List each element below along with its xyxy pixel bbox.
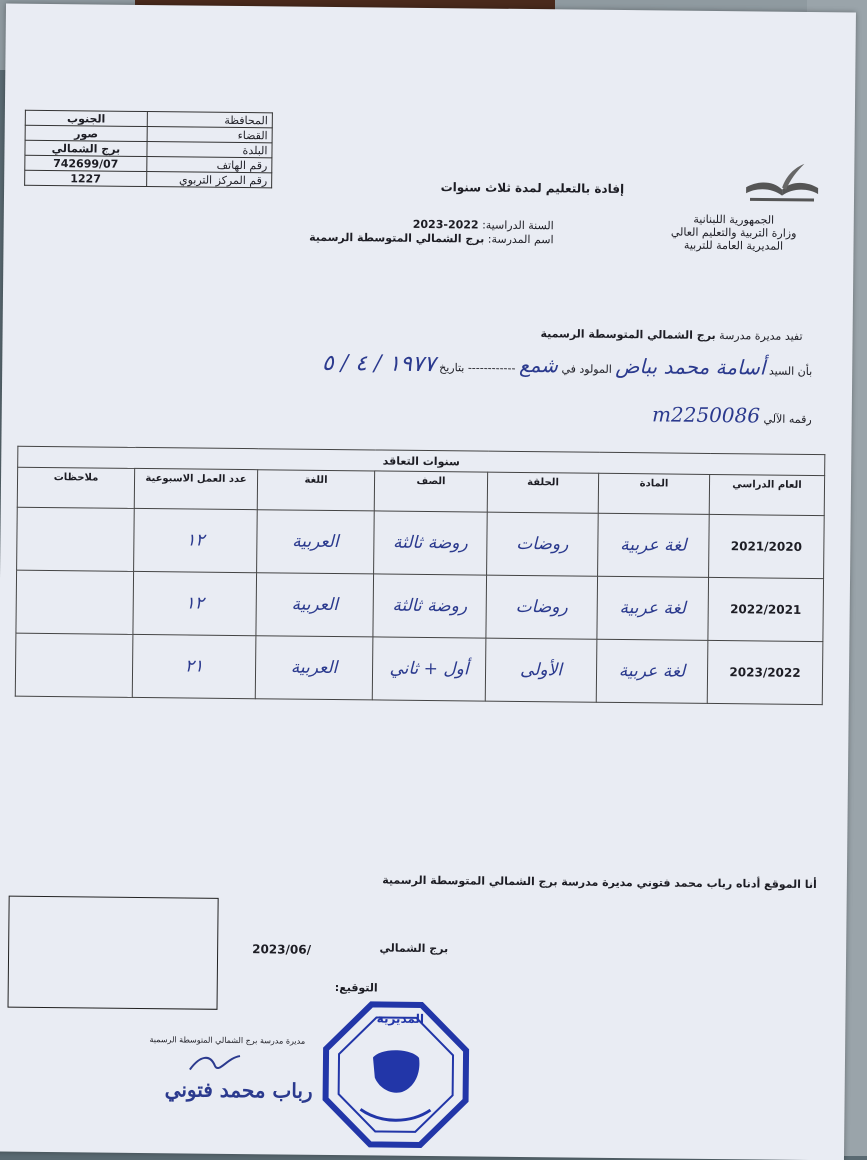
body-school: برج الشمالي المتوسطة الرسمية [540, 327, 716, 342]
signer-name: رباب محمد فتوني [636, 876, 733, 891]
info-label: رقم المركز التربوي [146, 172, 271, 188]
cell-subject: لغة عربية [597, 576, 709, 640]
cell-subject: لغة عربية [596, 639, 708, 703]
signer-intro: أنا الموقع أدناه [736, 877, 817, 892]
cell-notes [15, 633, 133, 697]
signature-box [8, 896, 219, 1010]
cell-hours: ٢١ [132, 634, 256, 698]
document-title: إفادة بالتعليم لمدة ثلاث سنوات [440, 180, 625, 197]
cell-cycle: روضات [487, 512, 599, 576]
info-label: القضاء [147, 127, 272, 143]
info-label: المحافظة [147, 112, 272, 128]
signature-label: التوقيع: [334, 981, 378, 995]
cell-cycle: الأولى [485, 638, 597, 702]
cell-year: 2021/2020 [709, 514, 825, 578]
header-cycle: الحلقة [487, 472, 598, 513]
header-class: الصف [374, 471, 487, 512]
cell-class: أول + ثاني [372, 637, 486, 701]
table-caption: سنوات التعاقد [18, 446, 825, 475]
auto-number-label: رقمه الآلي [763, 412, 812, 427]
header-language: اللغة [257, 470, 374, 511]
header-school-year: العام الدراسي [709, 474, 824, 515]
cell-notes [17, 507, 135, 571]
birth-place: شمع [518, 352, 559, 378]
teacher-name: أسامة محمد بباض [615, 353, 766, 380]
body-line-1 [423, 326, 803, 343]
ministry-logo-icon [742, 159, 823, 210]
school-year-label: السنة الدراسية: [482, 218, 554, 233]
cell-cycle: روضات [486, 575, 598, 639]
signer-school: برج الشمالي المتوسطة الرسمية [382, 873, 558, 889]
school-name-line [304, 231, 554, 248]
header-subject: المادة [598, 473, 709, 514]
dots-filler: ------------ [467, 361, 516, 375]
contract-years-table [15, 446, 826, 705]
table-row [15, 633, 823, 704]
school-year-value: 2022-2023 [412, 217, 479, 232]
issue-date: 2023/06/ [252, 942, 312, 957]
mr-label: بأن السيد [768, 364, 813, 379]
ministry-line-3: المديرية العامة للتربية [683, 238, 784, 253]
info-value: الجنوب [25, 110, 147, 126]
auto-number-value: m2250086 [651, 402, 761, 428]
school-name-label: اسم المدرسة: [487, 232, 554, 247]
cell-year: 2023/2022 [707, 640, 823, 704]
table-row [17, 507, 825, 578]
body-intro: تفيد مديرة مدرسة [719, 329, 803, 343]
header-weekly-hours: عدد العمل الاسبوعية [134, 468, 257, 509]
place: برج الشمالي [379, 941, 449, 956]
handwritten-signature-icon [185, 1047, 245, 1078]
cell-class: روضة ثالثة [374, 511, 488, 575]
cell-class: روضة ثالثة [373, 574, 487, 638]
info-row [25, 170, 272, 188]
cell-notes [16, 570, 134, 634]
cell-language: العربية [256, 573, 374, 637]
school-name-value: برج الشمالي المتوسطة الرسمية [309, 230, 485, 246]
body-line-3 [582, 402, 812, 428]
footer-role: مديرة مدرسة برج الشمالي المتوسطة الرسمية [149, 1035, 306, 1046]
table-row [16, 570, 824, 641]
born-in-label: المولود في [561, 362, 612, 376]
stamp-text: المديرية [376, 1011, 425, 1026]
info-value: برج الشمالي [25, 140, 147, 156]
date-label: بتاريخ [439, 361, 465, 375]
document-page [0, 4, 856, 1160]
cell-language: العربية [257, 510, 375, 574]
footer-name: رباب محمد فتوني [164, 1077, 313, 1103]
info-value: صور [25, 125, 147, 141]
cell-hours: ١٢ [133, 571, 257, 635]
cell-year: 2022/2021 [708, 577, 824, 641]
info-value: 1227 [25, 170, 147, 186]
body-line-2 [112, 349, 812, 381]
signer-role: مديرة مدرسة [561, 875, 633, 890]
info-value: 742699/07 [25, 155, 147, 171]
info-label: رقم الهاتف [147, 157, 272, 173]
info-box [24, 110, 273, 189]
birth-date: ١٩٧٧ / ٤ / ٥ [321, 350, 436, 378]
cell-subject: لغة عربية [598, 513, 710, 577]
ministry-line-2: وزارة التربية والتعليم العالي [670, 225, 797, 240]
ministry-line-1: الجمهورية اللبنانية [693, 212, 775, 227]
cell-language: العربية [255, 636, 373, 700]
signer-line [337, 873, 817, 891]
cell-hours: ١٢ [134, 508, 258, 572]
info-label: البلدة [147, 142, 272, 158]
header-notes: ملاحظات [17, 467, 134, 508]
